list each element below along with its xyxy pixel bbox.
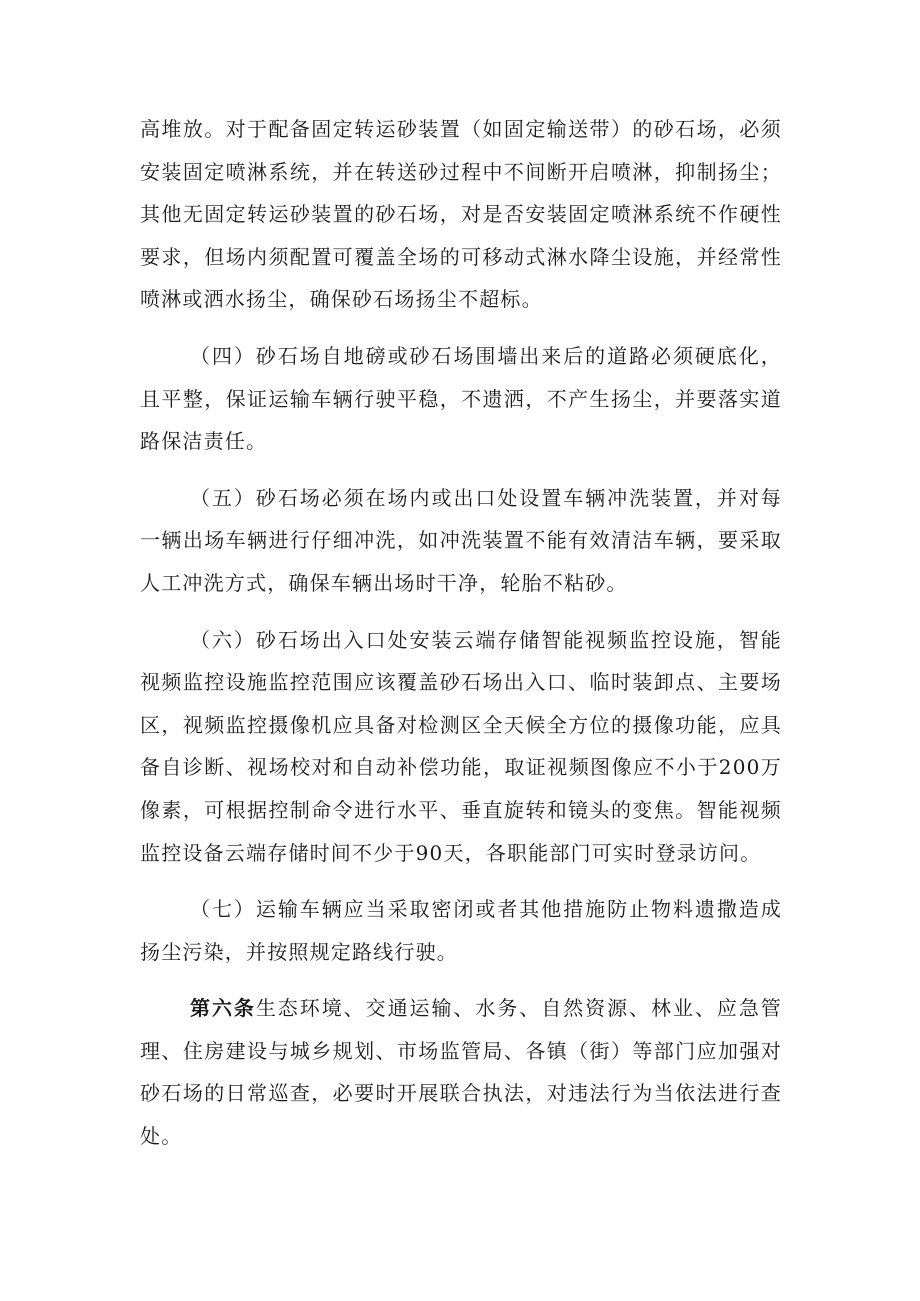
document-body (140, 108, 782, 1158)
article-6-text: 生态环境、交通运输、水务、自然资源、林业、应急管理、住房建设与城乡规划、市场监管局、各镇（街）等部门应加强对砂石场的日常巡查，必要时开展联合执法，对违法行为当依法进行查处。 (140, 996, 782, 1149)
paragraph-item-6: （六）砂石场出入口处安装云端存储智能视频监控设施，智能视频监控设施监控范围应该覆盖砂石场出入口、临时装卸点、主要场区，视频监控摄像机应具备对检测区全天候全方位的摄像功能，应具备自诊断、视场校对和自动补偿功能，取证视频图像应不小于200万像素，可根据控制命令进行水平、垂直旋转和镜头的变焦。智能视频监控设备云端存储时间不少于90天，各职能部门可实时登录访问。 (140, 627, 782, 865)
paragraph-item-5: （五）砂石场必须在场内或出口处设置车辆冲洗装置，并对每一辆出场车辆进行仔细冲洗，如冲洗装置不能有效清洁车辆，要采取人工冲洗方式，确保车辆出场时干净，轮胎不粘砂。 (140, 485, 782, 595)
paragraph-item-4: （四）砂石场自地磅或砂石场围墙出来后的道路必须硬底化，且平整，保证运输车辆行驶平稳，不遗洒，不产生扬尘，并要落实道路保洁责任。 (140, 343, 782, 454)
paragraph-item-7: （七）运输车辆应当采取密闭或者其他措施防止物料遗撒造成扬尘污染，并按照规定路线行驶。 (140, 897, 782, 964)
article-6-paragraph (140, 987, 782, 1157)
paragraph-continuation: 高堆放。对于配备固定转运砂装置（如固定输送带）的砂石场，必须安装固定喷淋系统，并在转送砂过程中不间断开启喷淋，抑制扬尘；其他无固定转运砂装置的砂石场，对是否安装固定喷淋系统不作硬性要求，但场内须配置可覆盖全场的可移动式淋水降尘设施，并经常性喷淋或洒水扬尘，确保砂石场扬尘不超标。 (140, 117, 782, 312)
article-6-heading: 第六条 (190, 996, 256, 1021)
